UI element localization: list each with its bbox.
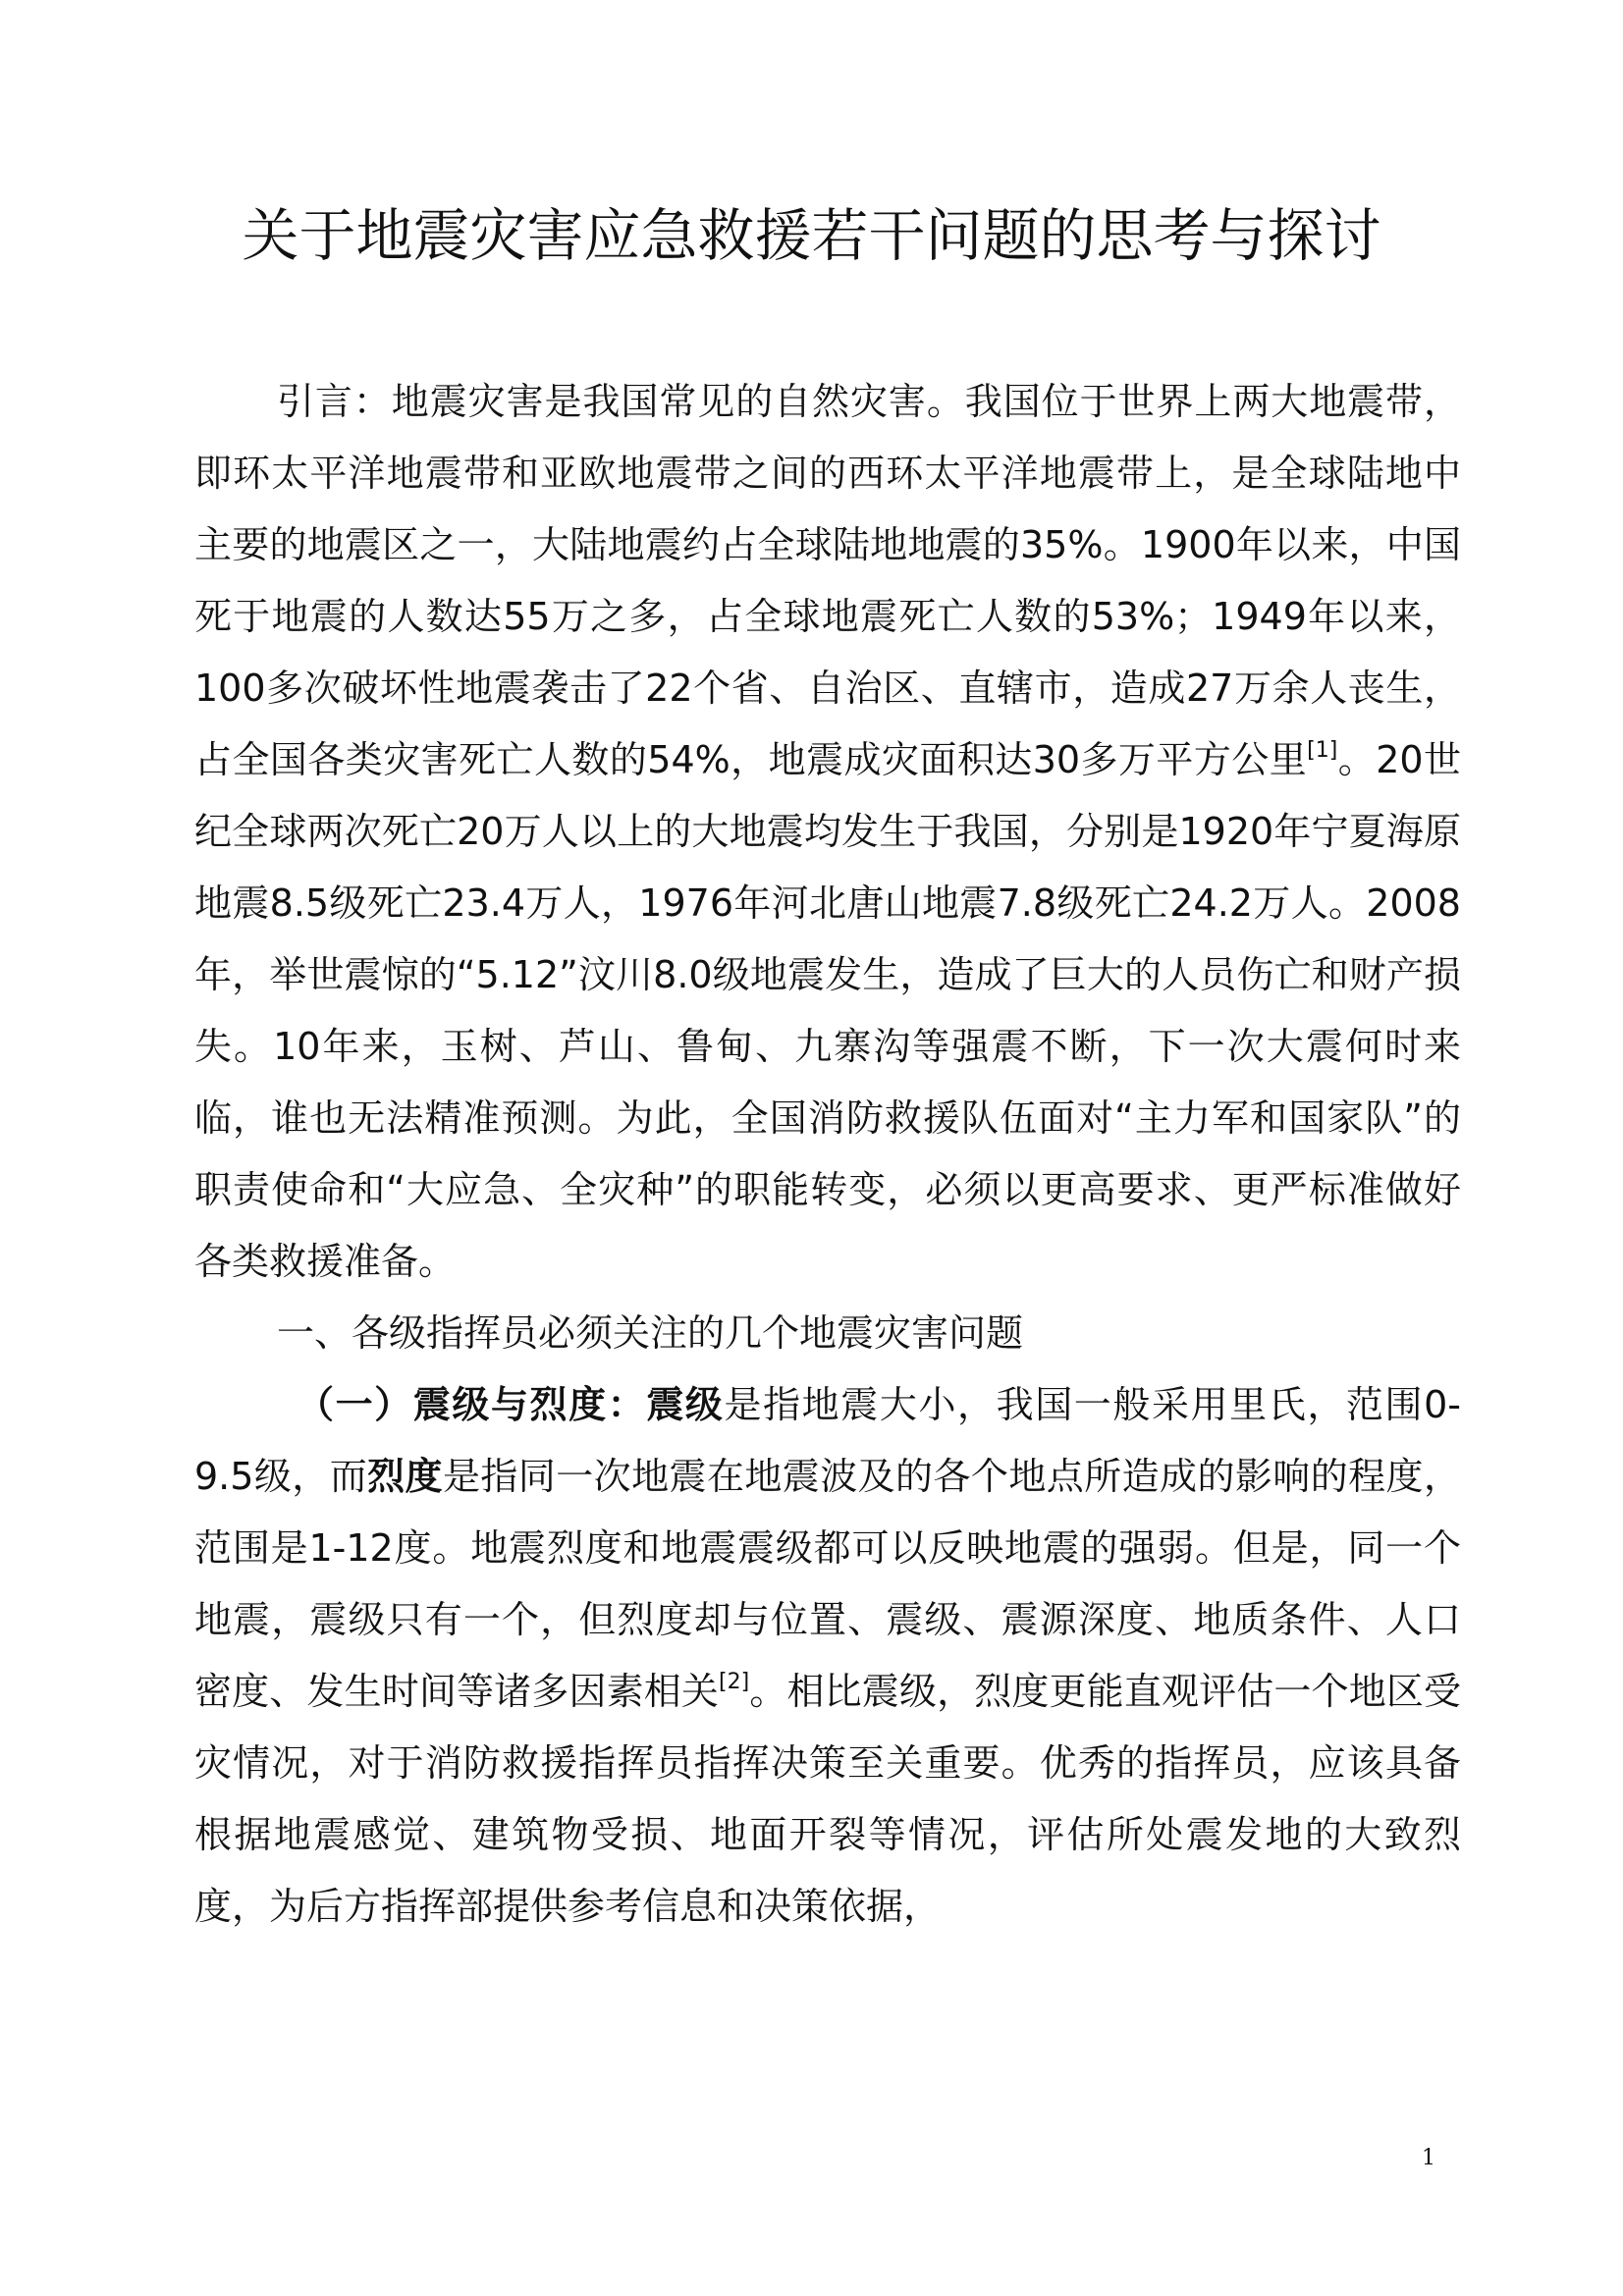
document-body <box>194 366 1461 1943</box>
subsection-label: （一）震级与烈度： <box>297 1383 647 1426</box>
subsection-text-b: 是指同一次地震在地震波及的各个地点所造成的影响的程度，范围是1-12度。地震烈度和地震震级都可以反映地震的强弱。但是，同一个地震，震级只有一个，但烈度却与位置、震级、震源深度、地质条件、人口密度、发生时间等诸多因素相关 <box>194 1455 1461 1713</box>
document-title: 关于地震灾害应急救援若干问题的思考与探讨 <box>242 202 1381 269</box>
page-number: 1 <box>1422 2146 1435 2170</box>
section-heading-1: 一、各级指挥员必须关注的几个地震灾害问题 <box>277 1311 1024 1355</box>
citation-1: [1] <box>1307 738 1338 763</box>
intro-paragraph <box>194 366 1461 1298</box>
intro-text-a: 引言：地震灾害是我国常见的自然灾害。我国位于世界上两大地震带，即环太平洋地震带和亚欧地震带之间的西环太平洋地震带上，是全球陆地中主要的地震区之一，大陆地震约占全球陆地地震的35%。1900年以来，中国死于地震的人数达55万之多，占全球地震死亡人数的53%；1949年以来，100多次破坏性地震袭击了22个省、自治区、直辖市，造成27万余人丧生，占全国各类灾害死亡人数的54%，地震成灾面积达30多万平方公里 <box>194 380 1461 781</box>
term-intensity: 烈度 <box>367 1455 443 1498</box>
intro-text-b: 。20世纪全球两次死亡20万人以上的大地震均发生于我国，分别是1920年宁夏海原地震8.5级死亡23.4万人，1976年河北唐山地震7.8级死亡24.2万人。2008年，举世震惊的“5.12”汶川8.0级地震发生，造成了巨大的人员伤亡和财产损失。10年来，玉树、芦山、鲁甸、九寨沟等强震不断，下一次大震何时来临，谁也无法精准预测。为此，全国消防救援队伍面对“主力军和国家队”的职责使命和“大应急、全灾种”的职能转变，必须以更高要求、更严标准做好各类救援准备。 <box>194 738 1461 1283</box>
citation-2: [2] <box>719 1670 750 1694</box>
subsection-paragraph-1 <box>194 1369 1461 1943</box>
term-magnitude: 震级 <box>646 1383 725 1426</box>
subsection-text-a: 是指地震大小，我国一般采用里氏，范围0-9.5级，而 <box>194 1383 1461 1498</box>
subsection-text-c: 。相比震级，烈度更能直观评估一个地区受灾情况，对于消防救援指挥员指挥决策至关重要。优秀的指挥员，应该具备根据地震感觉、建筑物受损、地面开裂等情况，评估所处震发地的大致烈度，为后方指挥部提供参考信息和决策依据， <box>194 1670 1461 1928</box>
